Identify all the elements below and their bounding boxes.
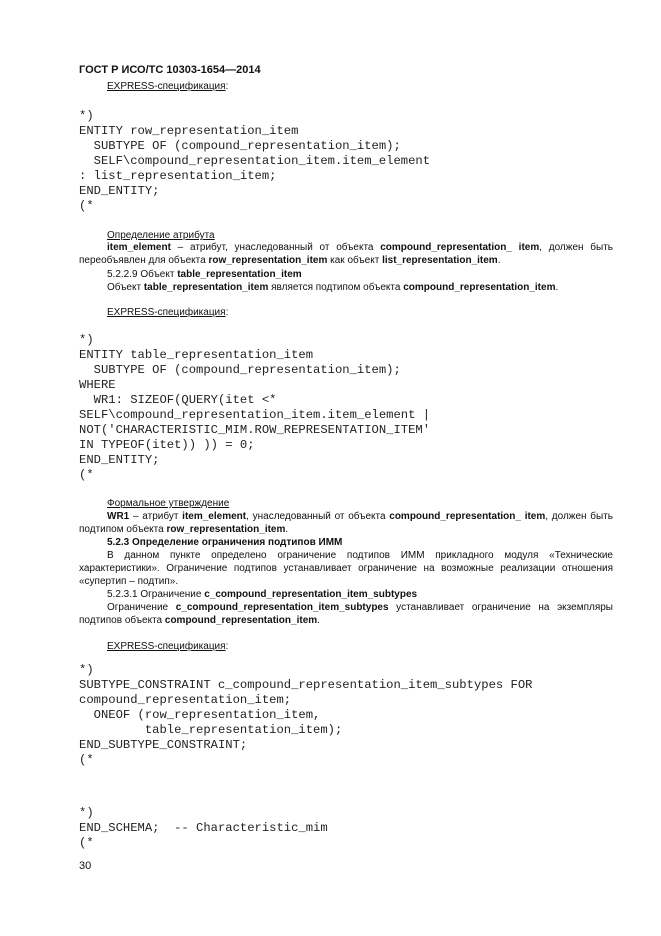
- formal-proposition-heading: Формальное утверждение: [107, 498, 230, 509]
- express-label: [107, 306, 228, 319]
- text-run: , унаследованный от объекта: [246, 511, 390, 522]
- entity-name: compound_representation_item: [164, 615, 318, 626]
- express-label-text: EXPRESS-спецификация: [107, 641, 226, 652]
- text-run: , должен быть подтипом объекта: [79, 511, 614, 535]
- text-run: , должен быть переобъявлен для объекта: [79, 242, 613, 266]
- express-code-table-representation-item: *) ENTITY table_representation_item SUBTYPE OF (compound_representation_item); WHERE WR1: SIZEOF(QUERY(itet <* SELF\compound_representation_item.item_element | NOT('CHARACTERISTIC_MIM.ROW_REPRESENTATION_ITEM' IN TYPEOF(itet)) )) = 0; END_ENTITY; (*: [79, 333, 431, 482]
- express-label: [107, 80, 228, 93]
- text-run: – атрибут, унаследованный от объекта: [170, 242, 381, 253]
- express-code-end-schema: *) END_SCHEMA; -- Characteristic_mim (*: [79, 806, 328, 850]
- colon: :: [225, 641, 229, 652]
- section-5-2-3-paragraph: [79, 549, 613, 588]
- attribute-definition-paragraph: [79, 241, 613, 267]
- text-run: Ограничение: [107, 602, 176, 613]
- attribute-definition-heading: Определение атрибута: [107, 230, 215, 241]
- formal-proposition-paragraph: [79, 510, 613, 536]
- entity-name: compound_representation_ item: [380, 242, 540, 253]
- page-number: 30: [79, 860, 92, 872]
- section-number: 5.2.3.1 Ограничение: [107, 589, 205, 600]
- colon: :: [225, 307, 229, 318]
- entity-name: compound_representation_item: [403, 282, 556, 293]
- express-code-subtype-constraint: *) SUBTYPE_CONSTRAINT c_compound_representation_item_subtypes FOR compound_representation_item; ONEOF (row_representation_item, table_representation_item); END_SUBTYPE_CONSTRAINT; (*: [79, 663, 533, 767]
- text-run: Объект: [107, 282, 144, 293]
- entity-name: table_representation_item: [143, 282, 269, 293]
- text-run: .: [497, 255, 501, 266]
- constraint-name: c_compound_representation_item_subtypes: [204, 589, 418, 600]
- express-code-row-representation-item: *) ENTITY row_representation_item SUBTYPE OF (compound_representation_item); SELF\compound_representation_item.item_element : list_representation_item; END_ENTITY; (*: [79, 109, 431, 213]
- entity-name: row_representation_item: [208, 255, 328, 266]
- section-5-2-3-1-title: [107, 588, 417, 601]
- section-number: 5.2.2.9 Объект: [107, 269, 178, 280]
- section-5-2-2-9-text: [107, 281, 558, 294]
- entity-name: list_representation_item: [382, 255, 498, 266]
- constraint-name: c_compound_representation_item_subtypes: [175, 602, 389, 613]
- attr-name: item_element: [107, 242, 171, 253]
- colon: :: [225, 81, 229, 92]
- express-label-text: EXPRESS-спецификация: [107, 81, 226, 92]
- section-5-2-3-title: 5.2.3 Определение ограничения подтипов ИММ: [107, 537, 343, 548]
- entity-name: row_representation_item: [166, 524, 286, 535]
- text-run: .: [555, 282, 559, 293]
- text-run: является подтипом объекта: [268, 282, 404, 293]
- section-5-2-2-9-title: [107, 268, 302, 281]
- rule-name: WR1: [107, 511, 130, 522]
- section-text: В данном пункте определено ограничение подтипов ИММ прикладного модуля «Технические характеристики». Ограничение подтипов устанавливает ограничение на возможные реализации отношения «супертип – подтип».: [79, 550, 613, 587]
- attr-name: item_element: [182, 511, 247, 522]
- text-run: – атрибут: [129, 511, 183, 522]
- text-run: .: [317, 615, 320, 626]
- entity-name: compound_representation_ item: [389, 511, 546, 522]
- express-label-text: EXPRESS-спецификация: [107, 307, 226, 318]
- express-label: [107, 640, 228, 653]
- section-5-2-3-1-paragraph: [79, 601, 613, 627]
- entity-name: table_representation_item: [177, 269, 302, 280]
- standard-header: ГОСТ Р ИСО/ТС 10303-1654—2014: [79, 64, 261, 76]
- text-run: устанавливает ограничение на экземпляры подтипов объекта: [79, 602, 613, 626]
- text-run: как объект: [327, 255, 383, 266]
- text-run: .: [285, 524, 289, 535]
